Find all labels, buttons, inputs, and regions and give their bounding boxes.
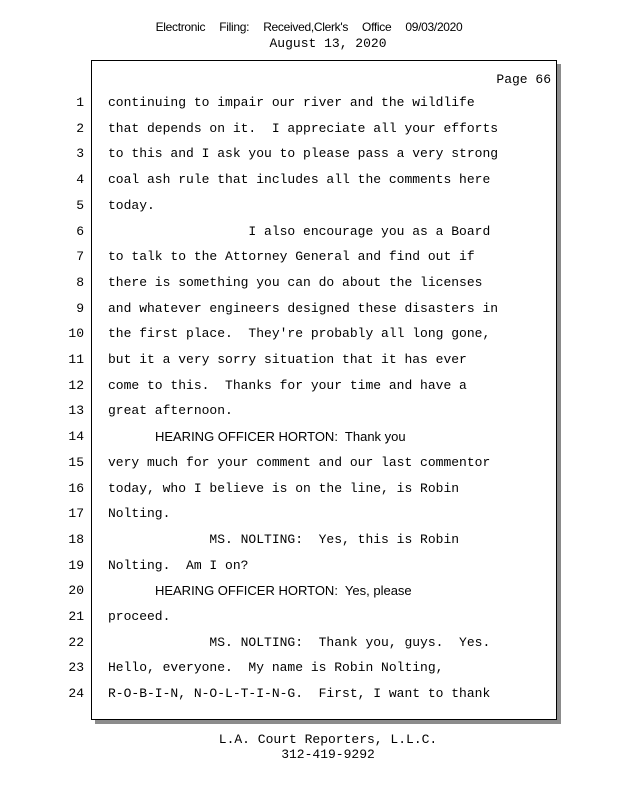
line-number: 22	[68, 634, 84, 650]
transcript-line	[0, 350, 560, 370]
line-number: 11	[68, 352, 84, 367]
transcript-line	[0, 530, 560, 550]
transcript-line	[0, 658, 560, 678]
filing-word-received: Received,Clerk's	[263, 20, 349, 34]
filing-word-electronic: Electronic	[155, 20, 206, 34]
line-text: I also encourage you as a Board	[108, 223, 491, 239]
line-text: and whatever engineers designed these disasters in	[108, 300, 499, 316]
line-number: 3	[76, 146, 84, 162]
line-number: 21	[68, 609, 84, 624]
line-text: R-O-B-I-N, N-O-L-T-I-N-G. First, I want to thank	[108, 686, 491, 702]
line-number: 1	[76, 95, 84, 110]
line-number: 24	[68, 686, 84, 702]
transcript-line	[0, 401, 560, 421]
line-text: the first place. They're probably all long gone,	[108, 326, 491, 342]
transcript-line	[0, 196, 560, 216]
line-text: Hello, everyone. My name is Robin Nolting,	[108, 660, 444, 676]
line-text: coal ash rule that includes all the comments here	[108, 172, 491, 188]
transcript-line	[0, 273, 560, 293]
line-text: Nolting. Am I on?	[108, 557, 249, 573]
transcript-line	[0, 479, 560, 499]
filing-stamp	[0, 20, 618, 34]
filing-word-filing: Filing:	[219, 20, 250, 34]
line-text: there is something you can do about the licenses	[108, 274, 483, 290]
line-text: to talk to the Attorney General and find out if	[108, 249, 475, 265]
line-number: 9	[76, 300, 84, 316]
filing-date: 09/03/2020	[405, 20, 463, 34]
line-text: to this and I ask you to please pass a very strong	[108, 146, 499, 162]
line-text: come to this. Thanks for your time and have a	[108, 377, 467, 393]
line-text: today.	[108, 197, 155, 213]
hearing-date: August 13, 2020	[269, 36, 387, 51]
line-number: 16	[68, 480, 84, 496]
transcript-line	[0, 324, 560, 344]
transcript-line	[0, 581, 560, 601]
line-text: HEARING OFFICER HORTON: Thank you	[108, 429, 406, 445]
line-text: Nolting.	[108, 506, 171, 522]
line-number: 23	[68, 660, 84, 676]
transcript-line	[0, 93, 560, 113]
transcript-line	[0, 684, 560, 704]
line-text: proceed.	[108, 609, 171, 624]
line-text: great afternoon.	[108, 403, 233, 419]
line-text: that depends on it. I appreciate all your efforts	[108, 120, 499, 136]
transcript-line	[0, 119, 560, 139]
line-number: 19	[68, 557, 84, 573]
transcript-line	[0, 633, 560, 653]
line-number: 13	[68, 403, 84, 419]
page-number: Page 66	[496, 72, 551, 87]
transcript-line	[0, 427, 560, 447]
transcript-line	[0, 504, 560, 524]
transcript-line	[0, 376, 560, 396]
transcript-line	[0, 607, 560, 627]
transcript-line	[0, 170, 560, 190]
transcript-line	[0, 144, 560, 164]
line-number: 14	[68, 429, 84, 445]
line-number: 8	[76, 274, 84, 290]
line-number: 7	[76, 249, 84, 265]
filing-word-office: Office	[362, 20, 392, 34]
line-text: MS. NOLTING: Thank you, guys. Yes.	[108, 634, 491, 650]
line-number: 17	[68, 506, 84, 522]
line-number: 15	[68, 454, 84, 470]
transcript-line	[0, 453, 560, 473]
line-number: 2	[76, 120, 84, 136]
line-text: today, who I believe is on the line, is Robin	[108, 480, 460, 496]
line-text: MS. NOLTING: Yes, this is Robin	[108, 531, 460, 547]
line-text: HEARING OFFICER HORTON: Yes, please	[108, 583, 412, 599]
line-number: 6	[76, 223, 84, 239]
line-number: 12	[68, 377, 84, 393]
line-text: but it a very sorry situation that it has ever	[108, 352, 467, 367]
line-number: 4	[76, 172, 84, 188]
line-text: very much for your comment and our last commentor	[108, 454, 491, 470]
transcript-line	[0, 556, 560, 576]
line-number: 5	[76, 197, 84, 213]
line-number: 20	[68, 583, 84, 599]
line-text: continuing to impair our river and the wildlife	[108, 95, 475, 110]
transcript-line	[0, 222, 560, 242]
footer-company: L.A. Court Reporters, L.L.C.	[218, 732, 438, 747]
line-number: 10	[68, 326, 84, 342]
line-number: 18	[68, 531, 84, 547]
transcript-line	[0, 299, 560, 319]
transcript-line	[0, 247, 560, 267]
footer-phone: 312-419-9292	[281, 747, 375, 762]
